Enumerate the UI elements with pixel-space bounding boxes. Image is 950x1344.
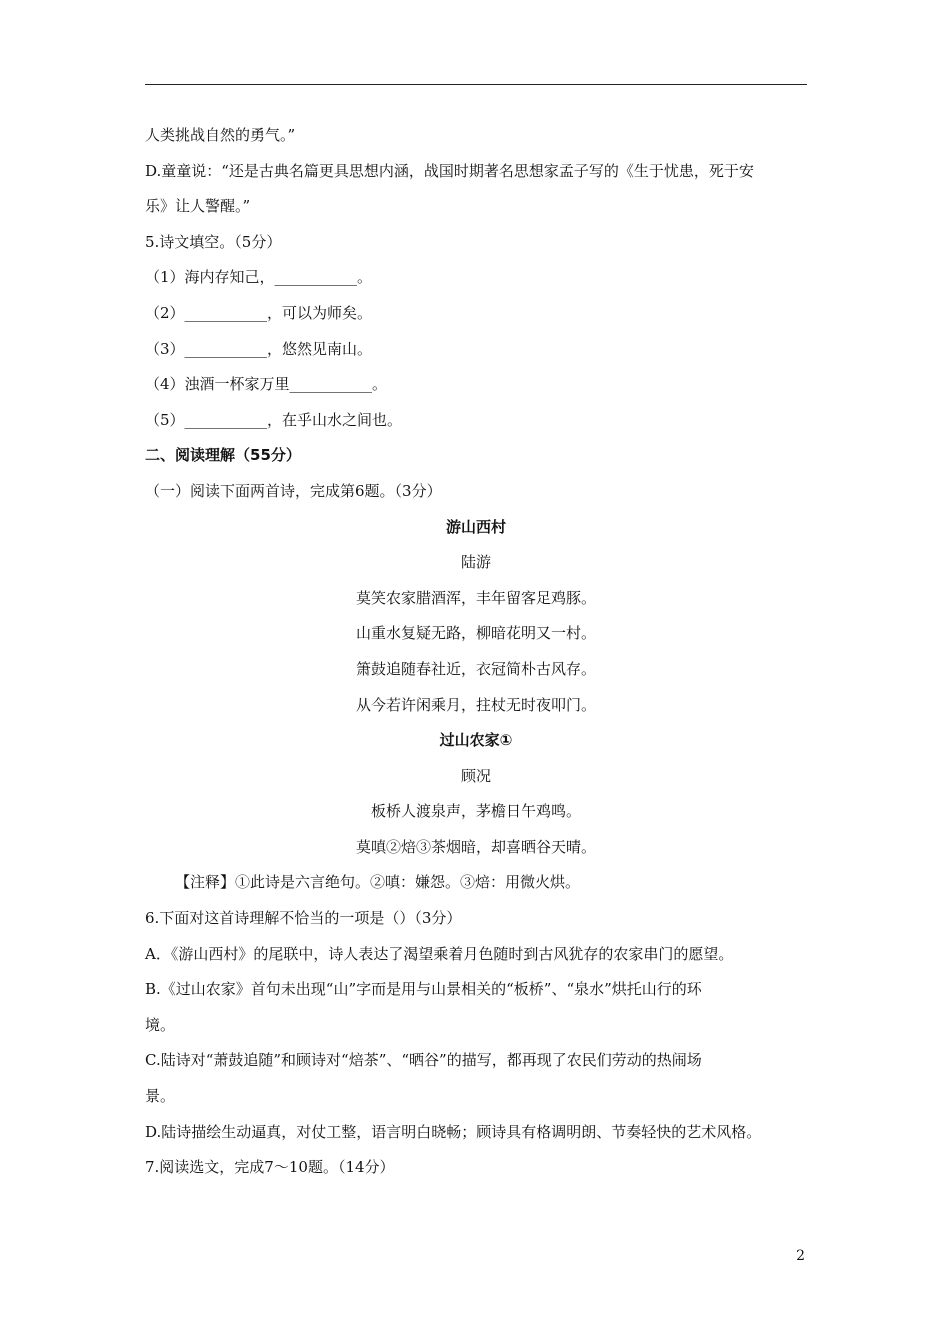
poem-1-title: 游山西村 — [445, 517, 506, 536]
question-6-heading: 6.下面对这首诗理解不恰当的一项是（）（3分） — [145, 909, 462, 928]
option-d: D.陆诗描绘生动逼真，对仗工整，语言明白晓畅；顾诗具有格调明朗、节奏轻快的艺术风格。 — [145, 1122, 762, 1141]
poem-1-verse: 莫笑农家腊酒浑，丰年留客足鸡豚。 — [355, 588, 596, 607]
fill-blank-1: （1）海内存知己，___________。 — [145, 268, 373, 287]
poem-2-title: 过山农家① — [439, 731, 513, 750]
fill-blank-2: （2）___________，可以为师矣。 — [145, 303, 373, 322]
poem-notes: 【注释】①此诗是六言绝句。②嗔：嫌怨。③焙：用微火烘。 — [175, 873, 581, 892]
poem-2-verse: 板桥人渡泉声，茅檐日午鸡鸣。 — [370, 802, 581, 821]
question-7-heading: 7.阅读选文，完成7～10题。（14分） — [145, 1158, 395, 1177]
section-2-heading: 二、阅读理解（55分） — [145, 446, 301, 465]
text-line: 乐》让人警醒。” — [145, 197, 251, 216]
poem-2-author: 顾况 — [460, 766, 491, 785]
fill-blank-4: （4）浊酒一杯家万里___________。 — [145, 375, 388, 394]
poem-1-verse: 箫鼓追随春社近，衣冠简朴古风存。 — [355, 659, 596, 678]
option-b: B.《过山农家》首句未出现“山”字而是用与山景相关的“板桥”、“泉水”烘托山行的环 — [145, 980, 702, 999]
option-c-cont: 景。 — [145, 1087, 176, 1106]
option-d-line: D.童童说：“还是古典名篇更具思想内涵，战国时期著名思想家孟子写的《生于忧患，死于安 — [145, 161, 754, 180]
fill-blank-3: （3）___________，悠然见南山。 — [145, 339, 373, 358]
option-a: A．《游山西村》的尾联中，诗人表达了渴望乘着月色随时到古风犹存的农家串门的愿望。 — [145, 944, 734, 963]
option-b-cont: 境。 — [145, 1015, 176, 1034]
poem-1-verse: 从今若许闲乘月，拄杖无时夜叩门。 — [355, 695, 596, 714]
page-body — [145, 118, 807, 1186]
page-number: 2 — [796, 1248, 805, 1264]
text-line: 人类挑战自然的勇气。” — [145, 126, 296, 144]
header-rule — [145, 84, 807, 85]
subsection-1-instruction: （一）阅读下面两首诗，完成第6题。（3分） — [145, 481, 442, 500]
option-c: C.陆诗对“萧鼓追随”和顾诗对“焙茶”、“晒谷”的描写，都再现了农民们劳动的热闹场 — [145, 1051, 702, 1070]
poem-1-verse: 山重水复疑无路，柳暗花明又一村。 — [355, 624, 596, 643]
question-5-heading: 5.诗文填空。（5分） — [145, 232, 282, 251]
poem-1-author: 陆游 — [460, 553, 491, 572]
poem-2-verse: 莫嗔②焙③茶烟暗，却喜晒谷天晴。 — [355, 837, 596, 856]
fill-blank-5: （5）___________，在乎山水之间也。 — [145, 410, 403, 429]
